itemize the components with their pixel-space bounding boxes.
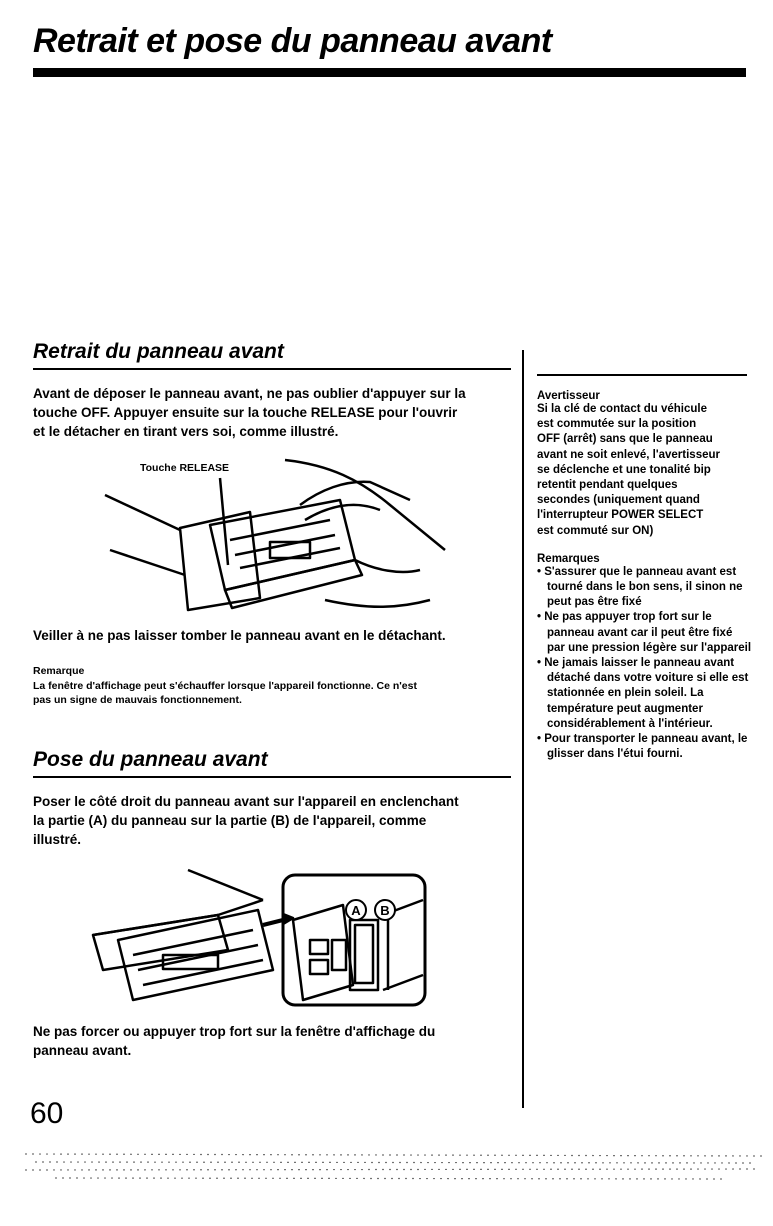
warning-line: se déclenche et une tonalité bip [537,463,711,476]
caution-line: panneau avant. [33,1043,132,1058]
warning-line: est commuté sur ON) [537,524,654,537]
section-attach-title: Pose du panneau avant [33,748,268,771]
warning-line: est commutée sur la position [537,418,697,431]
warning-line: Si la clé de contact du véhicule [537,403,708,415]
intro-line: illustré. [33,832,82,847]
note-item: • Ne jamais laisser le panneau avant détaché dans votre voiture si elle est stationnée en plein soleil. La température peut augmenter considérablement à l'intérieur. [537,656,752,732]
section-attach-intro [33,792,518,849]
section-remove-intro [33,384,518,441]
warning-line: OFF (arrêt) sans que le panneau [537,433,713,446]
caution-line: Ne pas forcer ou appuyer trop fort sur la fenêtre d'affichage du [33,1024,436,1039]
panel-attach-figure [88,860,433,1010]
warning-line: retentit pendant quelques [537,479,678,492]
intro-line: Avant de déposer le panneau avant, ne pas oublier d'appuyer sur la [33,386,466,401]
sidebar [537,390,752,762]
section-remove-title: Retrait du panneau avant [33,340,284,363]
note-line: La fenêtre d'affichage peut s'échauffer lorsque l'appareil fonctionne. Ce n'est [33,680,417,692]
notes-list [537,565,752,763]
column-divider [522,350,524,1108]
intro-line: Poser le côté droit du panneau avant sur l'appareil en enclenchant [33,794,459,809]
warning-line: secondes (uniquement quand [537,494,700,507]
intro-line: et le détacher en tirant vers soi, comme illustré. [33,424,339,439]
note-line: pas un signe de mauvais fonctionnement. [33,694,242,706]
removal-note [33,679,518,707]
marker-b-label: B [380,903,390,918]
removal-caution: Veiller à ne pas laisser tomber le panneau avant en le détachant. [33,628,446,643]
scan-noise [25,1148,765,1188]
sidebar-rule [537,374,747,376]
page-title: Retrait et pose du panneau avant [33,22,552,60]
release-button-label: Touche RELEASE [140,462,230,474]
warning-line: avant ne soit enlevé, l'avertisseur [537,448,720,461]
marker-a-label: A [351,903,361,918]
panel-removal-figure [100,450,460,620]
note-item: • S'assurer que le panneau avant est tourné dans le bon sens, il sinon ne peut pas être fixé [537,565,752,611]
notes-title: Remarques [537,552,600,565]
title-rule [33,68,746,77]
section-remove-rule [33,368,511,370]
warning-title: Avertisseur [537,390,600,402]
intro-line: touche OFF. Appuyer ensuite sur la touche RELEASE pour l'ouvrir [33,405,458,420]
intro-line: la partie (A) du panneau sur la partie (B) de l'appareil, comme [33,813,427,828]
note-item: • Ne pas appuyer trop fort sur le panneau avant car il peut être fixé par une pression légère sur l'appareil [537,610,752,656]
warning-line: l'interrupteur POWER SELECT [537,509,704,522]
attach-caution [33,1022,518,1060]
removal-note-title: Remarque [33,665,85,677]
page-number: 60 [30,1097,64,1130]
section-attach-rule [33,776,511,778]
note-item: • Pour transporter le panneau avant, le glisser dans l'étui fourni. [537,732,752,762]
